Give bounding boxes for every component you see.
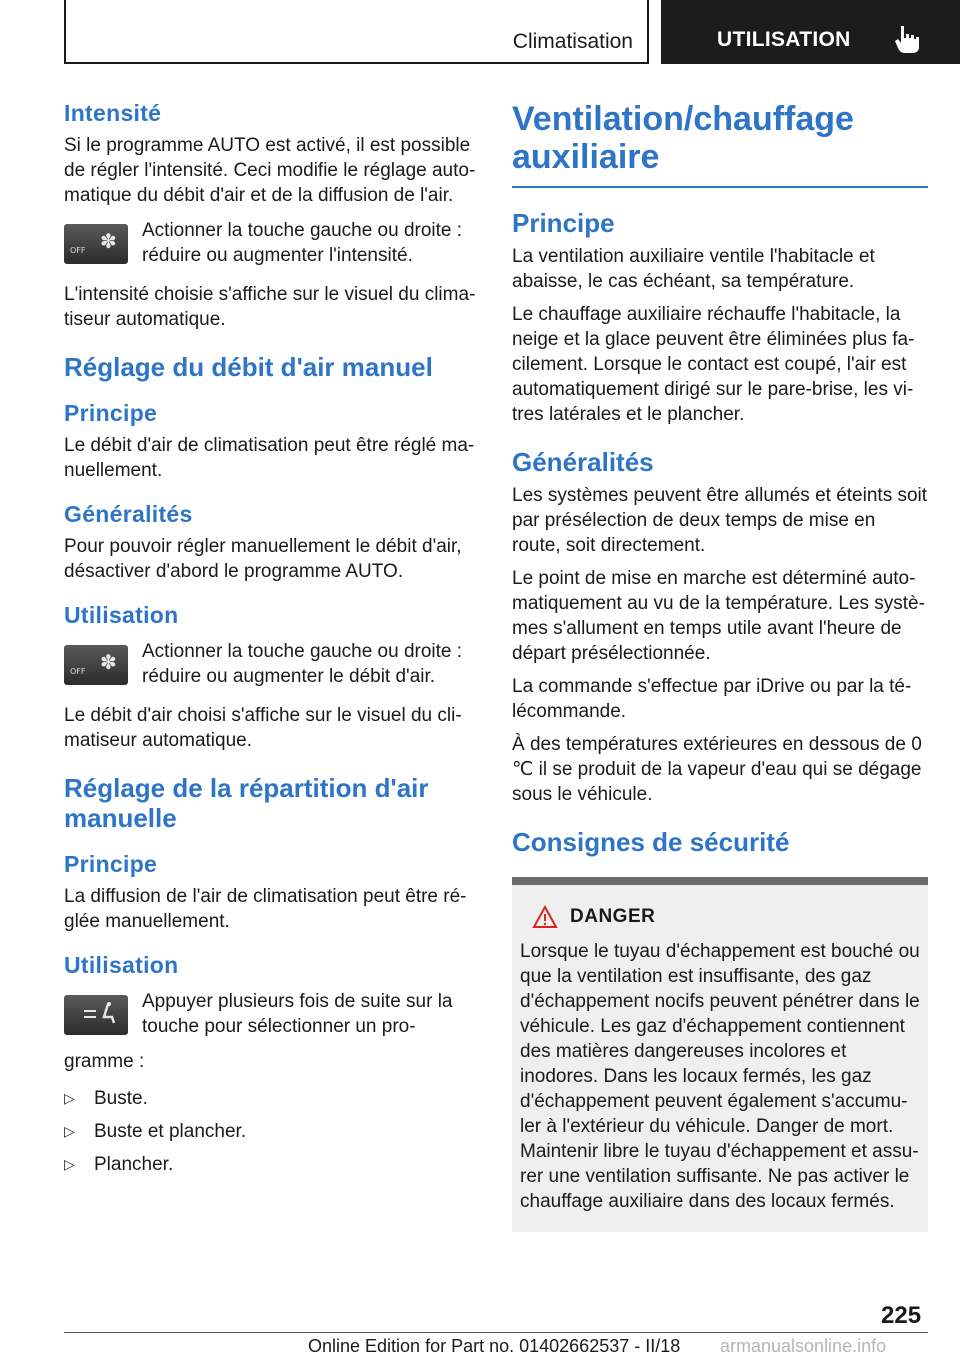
intensity-instruction xyxy=(64,218,480,270)
triangle-bullet-icon: ▷ xyxy=(64,1156,75,1172)
footer-divider xyxy=(64,1332,928,1333)
fan-off-button-icon: OFF ✽ xyxy=(64,645,128,685)
heading-distribution-manual: Réglage de la répartition d'air manuelle xyxy=(64,773,429,833)
header-section-title: Climatisation xyxy=(512,30,633,53)
fan-icon: ✽ xyxy=(100,652,117,674)
intensity-paragraph: Si le programme AUTO est activé, il est possible de régler l'intensité. Ceci modifie le réglage automatique du débit d'air et de la diffusion de l'air. xyxy=(64,135,476,206)
air-distribution-button-icon xyxy=(64,995,128,1035)
header-chapter-title: UTILISATION xyxy=(717,28,851,51)
heading-airflow-usage: Utilisation xyxy=(64,602,179,628)
general-paragraph-2: Le point de mise en marche est déterminé automatiquement au vu de la température. Les systèmes s'allument en temps utile avant l'heure de départ présélectionnée. xyxy=(512,568,925,664)
airflow-general-text: Pour pouvoir régler manuellement le débit d'air, désactiver d'abord le programme AUTO. xyxy=(64,536,462,582)
distribution-principe-text: La diffusion de l'air de climatisation peut être réglée manuellement. xyxy=(64,886,467,932)
heading-general: Généralités xyxy=(512,447,654,477)
left-column xyxy=(64,100,480,1185)
list-item: ▷ Buste et plancher. xyxy=(64,1121,247,1142)
intensity-instruction-text: Actionner la touche gauche ou droite : réduire ou augmenter l'intensité. xyxy=(142,220,463,266)
general-paragraph-3: La commande s'effectue par iDrive ou par la télécommande. xyxy=(512,676,912,722)
list-item: ▷ Buste. xyxy=(64,1088,148,1109)
heading-airflow-principe: Principe xyxy=(64,400,158,426)
list-item: ▷ Plancher. xyxy=(64,1154,174,1175)
airflow-principe-text: Le débit d'air de climatisation peut être réglé manuellement. xyxy=(64,435,475,481)
distribution-instruction-continuation: gramme : xyxy=(64,1051,145,1072)
page-number: 225 xyxy=(881,1302,922,1329)
triangle-bullet-icon: ▷ xyxy=(64,1090,75,1106)
header-section-box xyxy=(64,0,649,64)
intensity-display-paragraph: L'intensité choisie s'affiche sur le visuel du climatiseur automatique. xyxy=(64,284,476,330)
heading-safety: Consignes de sécurité xyxy=(512,827,790,857)
distribution-programs-list xyxy=(64,1086,480,1177)
heading-auxiliary-ventilation: Ventilation/chauffage auxiliaire xyxy=(512,100,928,188)
triangle-bullet-icon: ▷ xyxy=(64,1123,75,1139)
fan-off-button-icon: OFF ✽ xyxy=(64,224,128,264)
warning-header xyxy=(532,905,920,929)
heading-airflow-manual: Réglage du débit d'air manuel xyxy=(64,352,433,382)
warning-triangle-icon xyxy=(532,905,558,929)
danger-warning-box xyxy=(512,877,928,1232)
warning-title: DANGER xyxy=(570,906,656,927)
hand-pointer-icon xyxy=(893,24,921,54)
principe-paragraph-1: La ventilation auxiliaire ventile l'habitacle et abaisse, le cas échéant, sa température. xyxy=(512,246,875,292)
airflow-instruction xyxy=(64,639,480,691)
footer-edition: Online Edition for Part no. 01402662537 - II/18 xyxy=(308,1336,681,1356)
heading-distribution-principe: Principe xyxy=(64,851,158,877)
distribution-instruction-text: Appuyer plusieurs fois de suite sur la touche pour sélectionner un pro- xyxy=(142,991,453,1037)
principe-paragraph-2: Le chauffage auxiliaire réchauffe l'habitacle, la neige et la glace peuvent être éliminées plus facilement. Lorsque le contact est coupé, l'air est automatiquement dirigé sur le pare-brise, les vitres latérales et le plancher. xyxy=(512,304,915,425)
warning-text: Lorsque le tuyau d'échappement est bouché ou que la ventilation est insuffisante, des gaz d'échappement nocifs peuvent pénétrer dans le véhicule. Les gaz d'échappement contiennent des matières dangereuses incolores et inodores. Dans les locaux fermés, les gaz d'échappement peuvent également s'accumuler à l'extérieur du véhicule. Danger de mort. Maintenir libre le tuyau d'échappement et assurer une ventilation suffisante. Ne pas activer le chauffage auxiliaire dans des locaux fermés. xyxy=(520,941,920,1212)
general-paragraph-1: Les systèmes peuvent être allumés et éteints soit par présélection de deux temps de mise en route, soit directement. xyxy=(512,485,928,556)
heading-airflow-general: Généralités xyxy=(64,501,193,527)
heading-intensity: Intensité xyxy=(64,100,162,126)
general-paragraph-4: À des températures extérieures en dessous de 0 ℃ il se produit de la vapeur d'eau qui se dégage sous le véhicule. xyxy=(512,734,922,805)
header-chapter-tab xyxy=(661,0,960,64)
fan-icon: ✽ xyxy=(100,231,117,253)
seat-airflow-icon xyxy=(82,1001,116,1029)
distribution-instruction xyxy=(64,989,480,1041)
heading-principe: Principe xyxy=(512,208,615,238)
footer-watermark: armanualsonline.info xyxy=(720,1336,887,1356)
airflow-display-paragraph: Le débit d'air choisi s'affiche sur le visuel du climatiseur automatique. xyxy=(64,705,462,751)
right-column xyxy=(512,100,928,1232)
heading-distribution-usage: Utilisation xyxy=(64,952,179,978)
airflow-instruction-text: Actionner la touche gauche ou droite : réduire ou augmenter le débit d'air. xyxy=(142,641,463,687)
